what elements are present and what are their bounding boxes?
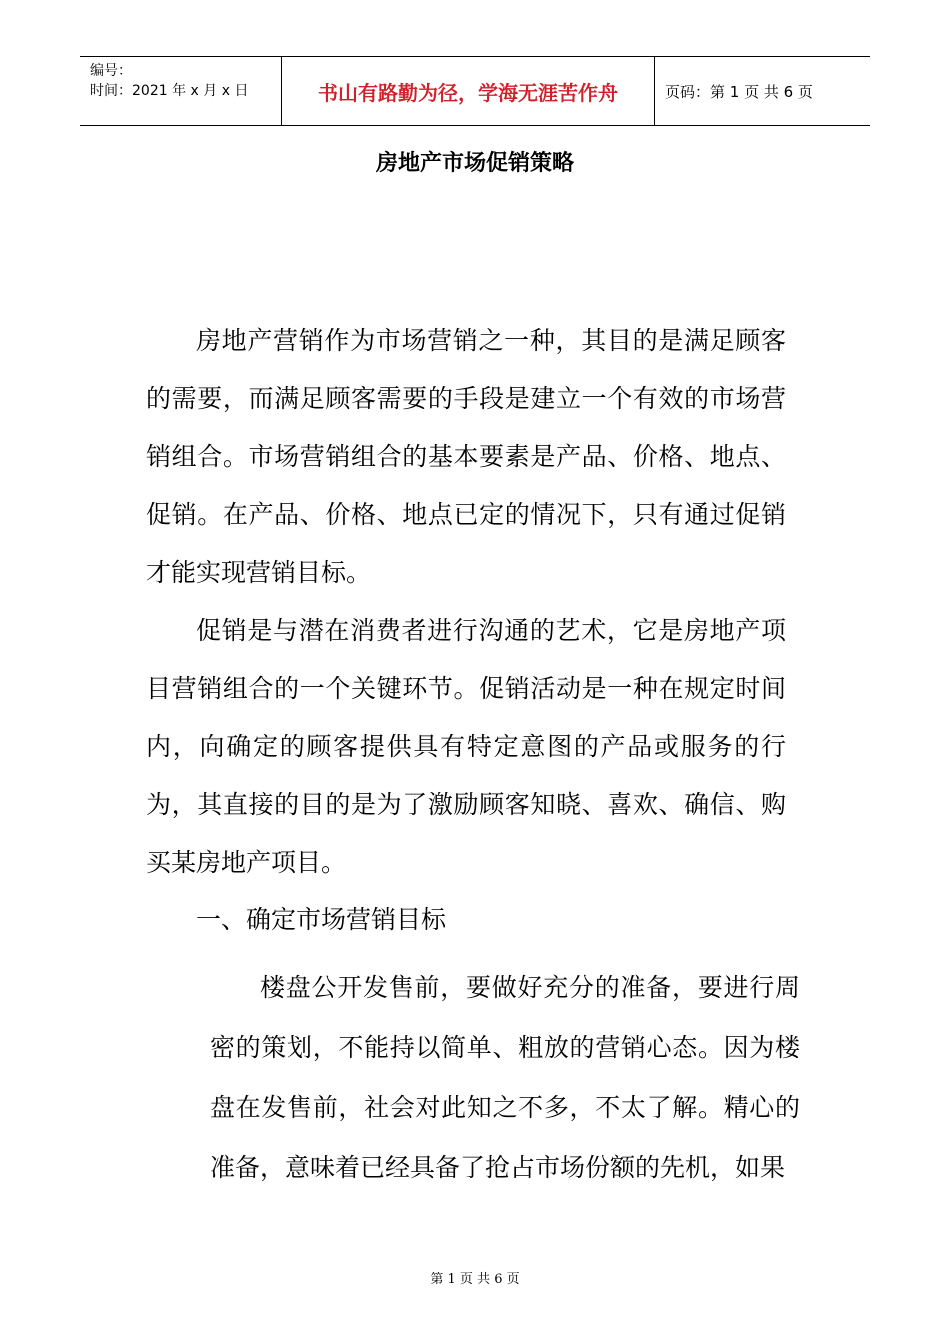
header-motto: 书山有路勤为径，学海无涯苦作舟 — [281, 57, 655, 125]
body-paragraph: 房地产营销作为市场营销之一种，其目的是满足顾客的需要，而满足顾客需要的手段是建立一个有效的市场营销组合。市场营销组合的基本要素是产品、价格、地点、促销。在产品、价格、地点已定的情况下，只有通过促销才能实现营销目标。 — [146, 326, 786, 587]
document-title: 房地产市场促销策略 — [375, 150, 574, 176]
date-label: 时间：2021 年 x 月 x 日 — [90, 83, 249, 99]
body-paragraph: 楼盘公开发售前，要做好充分的准备，要进行周密的策划，不能持以简单、粗放的营销心态。因为楼盘在发售前，社会对此知之不多，不太了解。精心的准备，意味着已经具备了抢占市场份额的先机，如果 — [210, 973, 800, 1182]
section-heading: 一、确定市场营销目标 — [196, 905, 447, 934]
header-page-info: 页码：第 1 页 共 6 页 — [665, 82, 813, 101]
body-paragraph: 促销是与潜在消费者进行沟通的艺术，它是房地产项目营销组合的一个关键环节。促销活动是一种在规定时间内，向确定的顾客提供具有特定意图的产品或服务的行为，其直接的目的是为了激励顾客知晓、喜欢、确信、购买某房地产项目。 — [146, 616, 786, 877]
header-meta — [80, 57, 281, 125]
document-header — [80, 56, 870, 126]
doc-number-label: 编号： — [90, 63, 132, 79]
page-footer: 第 1 页 共 6 页 — [430, 1272, 520, 1287]
